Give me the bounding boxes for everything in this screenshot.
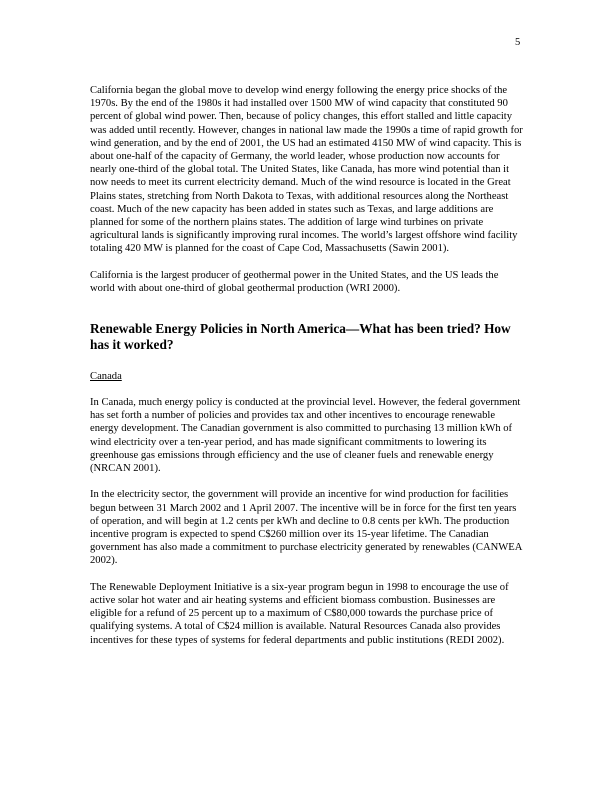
section-heading: Renewable Energy Policies in North America—What has been tried? How has it worked? — [90, 321, 511, 353]
paragraph-canada-electricity: In the electricity sector, the government will provide an incentive for wind production for facilities begun between 31 March 2002 and 1 April 2007. The incentive will be in force for the first ten years of operation, and will begin at 1.2 cents per kWh and decline to 0.8 cents per kWh. The production incentive program is expected to spend C$260 million over its 15-year lifetime. The Canadian government has also made a commitment to purchase electricity generated by renewables (CANWEA 2002). — [90, 489, 522, 567]
paragraph-canada-policy: In Canada, much energy policy is conducted at the provincial level. However, the federal government has set forth a number of policies and provides tax and other incentives to encourage renewable energy development. The Canadian government is also committed to purchasing 13 million kWh of wind electricity over a ten-year period, and has made significant commitments to lowering its greenhouse gas emissions through efficiency and the use of cleaner fuels and renewable energy (NRCAN 2001). — [90, 397, 521, 475]
page-number: 5 — [515, 37, 521, 48]
subheading-canada: Canada — [90, 370, 122, 382]
document-body — [90, 84, 524, 660]
paragraph-california-geothermal: California is the largest producer of geothermal power in the United States, and the US leads the world with about one-third of global geothermal production (WRI 2000). — [90, 269, 499, 295]
paragraph-california-wind: California began the global move to develop wind energy following the energy price shocks of the 1970s. By the end of the 1980s it had installed over 1500 MW of wind capacity that constituted 90 percent of global wind power. Then, because of policy changes, this effort stalled and little capacity was added until recently. However, changes in national law made the 1990s a time of rapid growth for wind generation, and by the end of 2001, the US had an estimated 4150 MW of wind capacity. This is about one-half of the capacity of Germany, the world leader, whose production now accounts for nearly one-third of the global total. The United States, like Canada, has more wind potential than it now needs to meet its current electricity demand. Much of the wind resource is located in the Great Plains states, stretching from North Dakota to Texas, with additional resources along the Northeast coast. Much of the new capacity has been added in states such as Texas, and large additions are planned for some of the northern plains states. The addition of large wind turbines on private agricultural lands is significantly improving rural incomes. The world’s largest offshore wind facility totaling 420 MW is planned for the coast of Cape Cod, Massachusetts (Sawin 2001). — [90, 85, 523, 255]
paragraph-canada-redi: The Renewable Deployment Initiative is a six-year program begun in 1998 to encourage the use of active solar hot water and air heating systems and efficient biomass combustion. Businesses are eligible for a refund of 25 percent up to a maximum of C$80,000 towards the purchase price of qualifying systems. A total of C$24 million is available. Natural Resources Canada also provides incentives for these types of systems for federal departments and public institutions (REDI 2002). — [90, 581, 509, 646]
